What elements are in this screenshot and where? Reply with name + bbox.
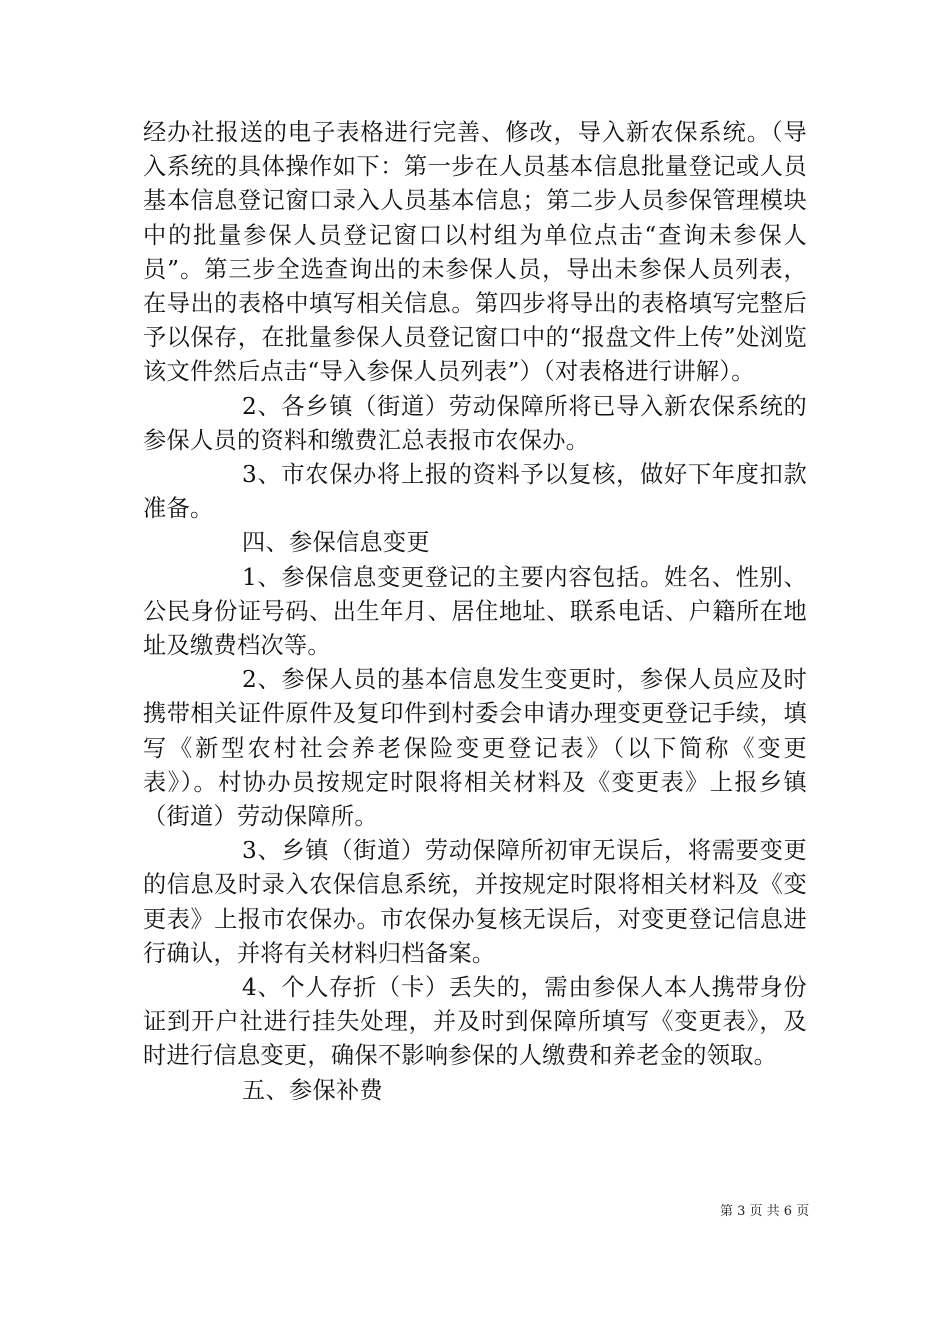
paragraph-change-4: 4、个人存折（卡）丢失的，需由参保人本人携带身份证到开户社进行挂失处理，并及时到保障所填写《变更表》，及时进行信息变更，确保不影响参保的人缴费和养老金的领取。 (143, 974, 807, 1070)
paragraph-item-2: 2、各乡镇（街道）劳动保障所将已导入新农保系统的参保人员的资料和缴费汇总表报市农保办。 (143, 392, 807, 454)
paragraph-change-3: 3、乡镇（街道）劳动保障所初审无误后，将需要变更的信息及时录入农保信息系统，并按规定时限将相关材料及《变更表》上报市农保办。市农保办复核无误后，对变更登记信息进行确认，并将有关材料归档备案。 (143, 837, 807, 967)
paragraph-change-1: 1、参保信息变更登记的主要内容包括。姓名、性别、公民身份证号码、出生年月、居住地址、联系电话、户籍所在地址及缴费档次等。 (143, 563, 807, 660)
section-heading-5: 五、参保补费 (242, 1076, 383, 1104)
paragraph-change-2: 2、参保人员的基本信息发生变更时，参保人员应及时携带相关证件原件及复印件到村委会申请办理变更登记手续，填写《新型农村社会养老保险变更登记表》（以下简称《变更表》）。村协办员按规定时限将相关材料及《变更表》上报乡镇（街道）劳动保障所。 (143, 666, 807, 831)
paragraph-continuation: 经办社报送的电子表格进行完善、修改，导入新农保系统。（导入系统的具体操作如下：第一步在人员基本信息批量登记或人员基本信息登记窗口录入人员基本信息；第二步人员参保管理模块中的批量参保人员登记窗口以村组为单位点击“查询未参保人员”。第三步全选查询出的未参保人员，导出未参保人员列表，在导出的表格中填写相关信息。第四步将导出的表格填写完整后予以保存，在批量参保人员登记窗口中的“报盘文件上传”处浏览该文件然后点击“导入参保人员列表”）（对表格进行讲解）。 (143, 119, 807, 386)
section-heading-4: 四、参保信息变更 (242, 529, 430, 557)
page-number-footer: 第 3 页 共 6 页 (720, 1204, 810, 1219)
document-body (143, 116, 807, 1108)
paragraph-item-3: 3、市农保办将上报的资料予以复核，做好下年度扣款准备。 (143, 461, 807, 523)
